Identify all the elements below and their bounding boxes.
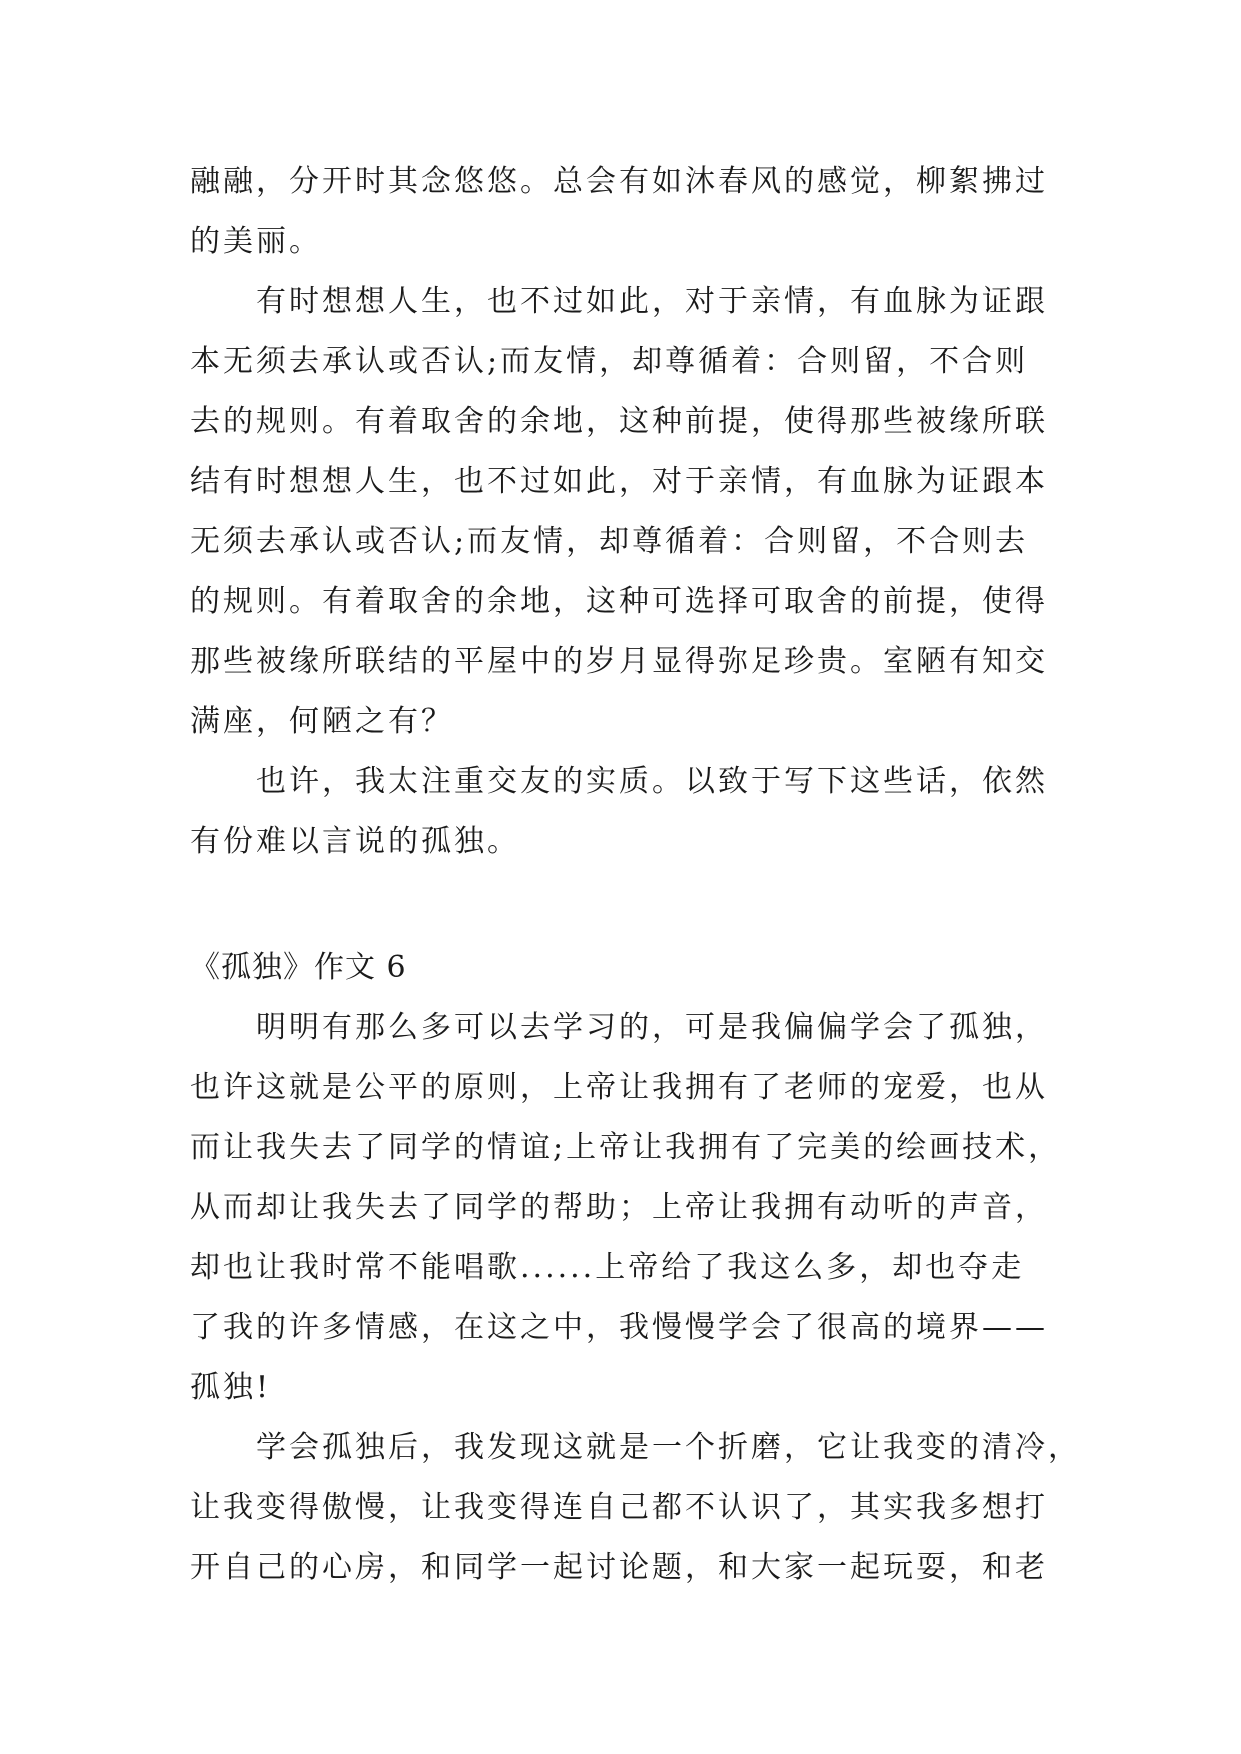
document-body <box>190 152 1081 1598</box>
text-line: 学会孤独后，我发现这就是一个折磨，它让我变的清冷， <box>190 1430 1081 1465</box>
text-line: 了我的许多情感，在这之中，我慢慢学会了很高的境界—— <box>190 1310 1048 1345</box>
section-gap <box>190 872 1062 938</box>
paragraph-2 <box>190 272 1062 752</box>
text-line: 本无须去承认或否认;而友情，却尊循着：合则留，不合则 <box>190 344 1029 379</box>
text-line: 开自己的心房，和同学一起讨论题，和大家一起玩耍，和老 <box>190 1550 1048 1585</box>
text-line: 也许，我太注重交友的实质。以致于写下这些话，依然 <box>190 764 1048 799</box>
text-line: 去的规则。有着取舍的余地，这种前提，使得那些被缘所联 <box>190 404 1048 439</box>
paragraph-3 <box>190 752 1062 872</box>
text-line: 而让我失去了同学的情谊;上帝让我拥有了完美的绘画技术， <box>190 1130 1062 1165</box>
text-line: 的规则。有着取舍的余地，这种可选择可取舍的前提，使得 <box>190 584 1048 619</box>
text-line: 结有时想想人生，也不过如此，对于亲情，有血脉为证跟本 <box>190 464 1048 499</box>
paragraph-1 <box>190 152 1062 272</box>
section-heading: 《孤独》作文 6 <box>190 950 407 985</box>
text-line: 也许这就是公平的原则，上帝让我拥有了老师的宠爱，也从 <box>190 1070 1048 1105</box>
text-line: 满座，何陋之有？ <box>190 704 454 739</box>
text-line: 孤独! <box>190 1370 272 1405</box>
text-line: 从而却让我失去了同学的帮助；上帝让我拥有动听的声音， <box>190 1190 1048 1225</box>
text-line: 明明有那么多可以去学习的，可是我偏偏学会了孤独， <box>190 1010 1048 1045</box>
text-line: 的美丽。 <box>190 224 322 259</box>
text-line: 有时想想人生，也不过如此，对于亲情，有血脉为证跟 <box>190 284 1048 319</box>
text-line: 有份难以言说的孤独。 <box>190 824 520 859</box>
text-line: 融融，分开时其念悠悠。总会有如沐春风的感觉，柳絮拂过 <box>190 164 1048 199</box>
text-line: 那些被缘所联结的平屋中的岁月显得弥足珍贵。室陋有知交 <box>190 644 1048 679</box>
paragraph-5 <box>190 1418 1081 1598</box>
paragraph-4 <box>190 998 1062 1418</box>
text-line: 却也让我时常不能唱歌......上帝给了我这么多，却也夺走 <box>190 1250 1025 1285</box>
text-line: 让我变得傲慢，让我变得连自己都不认识了，其实我多想打 <box>190 1490 1048 1525</box>
text-line: 无须去承认或否认;而友情，却尊循着：合则留，不合则去 <box>190 524 1029 559</box>
